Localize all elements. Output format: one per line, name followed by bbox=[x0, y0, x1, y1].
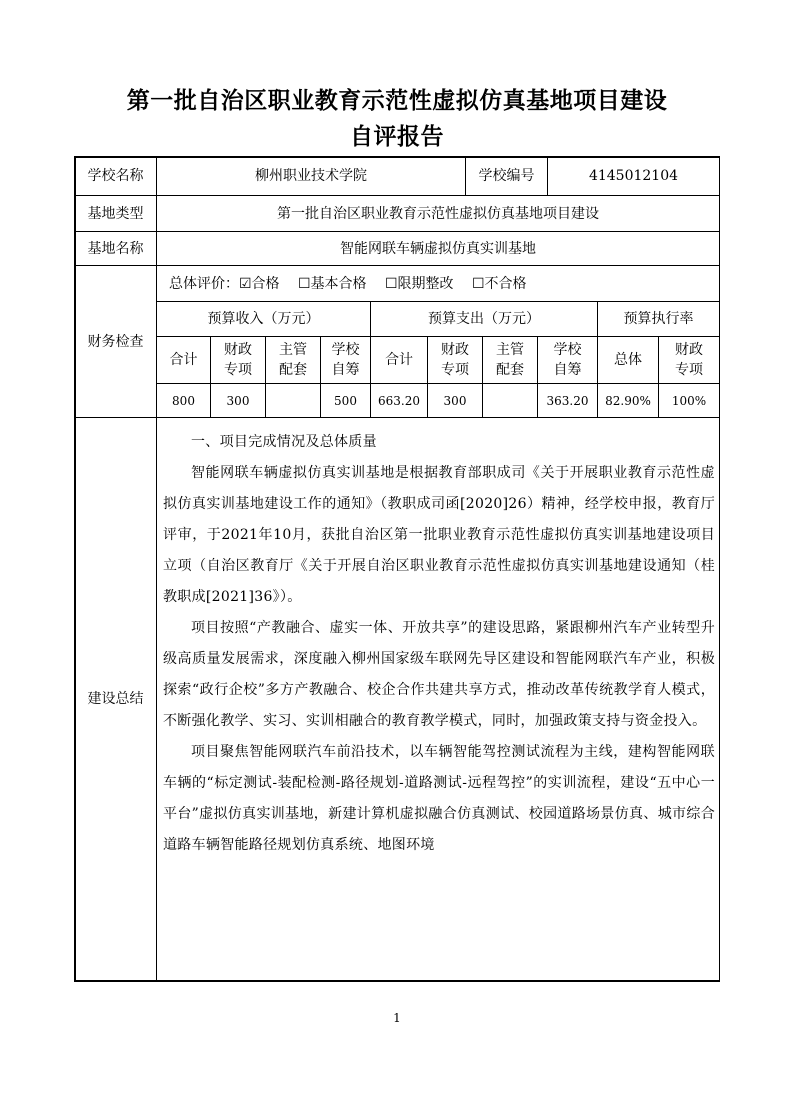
income-supervisor-value bbox=[266, 384, 320, 417]
expense-total-header: 合计 bbox=[385, 352, 413, 368]
rate-overall-value: 82.90% bbox=[605, 393, 651, 408]
income-supervisor-header: 主管配套 bbox=[279, 342, 307, 378]
summary-paragraph-3: 项目聚焦智能网联汽车前沿技术，以车辆智能驾控测试流程为主线，建构智能网联车辆的“标定测试-装配检测-路径规划-道路测试-远程驾控”的实训流程，建设“五中心一平台”虚拟仿真实训基地，新建计算机虚拟融合仿真测试、校园道路场景仿真、城市综合道路车辆智能路径规划仿真系统、地图环境 bbox=[163, 744, 715, 853]
rate-header: 预算执行率 bbox=[623, 311, 694, 327]
income-school-header: 学校自筹 bbox=[331, 342, 360, 378]
page-number: 1 bbox=[393, 1011, 401, 1025]
income-total-header: 合计 bbox=[169, 352, 198, 368]
base-name-value: 智能网联车辆虚拟仿真实训基地 bbox=[340, 240, 536, 257]
income-total-value: 800 bbox=[172, 393, 195, 408]
rate-fiscal-header: 财政专项 bbox=[675, 342, 703, 378]
school-name-value: 柳州职业技术学院 bbox=[255, 168, 367, 184]
income-header: 预算收入（万元） bbox=[207, 311, 320, 327]
base-type-value: 第一批自治区职业教育示范性虚拟仿真基地项目建设 bbox=[277, 205, 599, 222]
income-fiscal-header: 财政专项 bbox=[224, 342, 252, 378]
school-id-value: 4145012104 bbox=[588, 168, 679, 184]
expense-total-value: 663.20 bbox=[378, 393, 420, 408]
school-name-label: 学校名称 bbox=[87, 168, 144, 184]
report-title: 第一批自治区职业教育示范性虚拟仿真基地项目建设 bbox=[126, 88, 668, 114]
finance-label: 财务检查 bbox=[87, 333, 144, 350]
expense-school-value: 363.20 bbox=[546, 393, 589, 408]
income-fiscal-value: 300 bbox=[226, 393, 250, 408]
rate-fiscal-value: 100% bbox=[671, 393, 707, 408]
base-type-label: 基地类型 bbox=[87, 205, 144, 222]
summary-paragraph-2: 项目按照“产教融合、虚实一体、开放共享”的建设思路，紧跟柳州汽车产业转型升级高质量发展需求，深度融入柳州国家级车联网先导区建设和智能网联汽车产业，积极探索“政行企校”多方产教融合、校企合作共建共享方式，推动改革传统教学育人模式，不断强化教学、实习、实训相融合的教育教学模式，同时，加强政策支持与资金投入。 bbox=[163, 620, 715, 729]
income-school-value: 500 bbox=[334, 393, 357, 408]
base-name-label: 基地名称 bbox=[87, 240, 144, 257]
expense-fiscal-header: 财政专项 bbox=[441, 342, 469, 378]
summary-label: 建设总结 bbox=[87, 691, 144, 707]
summary-paragraph-1: 智能网联车辆虚拟仿真实训基地是根据教育部职成司《关于开展职业教育示范性虚拟仿真实训基地建设工作的通知》（教职成司函[2020]26）精神，经学校申报，教育厅评审，于2021年10月，获批自治区第一批职业教育示范性虚拟仿真实训基地建设项目立项（自治区教育厅《关于开展自治区职业教育示范性虚拟仿真实训基地建设通知（桂教职成[2021]36》）。 bbox=[163, 465, 715, 605]
expense-supervisor-value bbox=[483, 384, 537, 417]
expense-school-header: 学校自筹 bbox=[553, 342, 582, 378]
finance-evaluation: 总体评价：☑合格 ☐基本合格 ☐限期整改 ☐不合格 bbox=[169, 275, 527, 292]
expense-supervisor-header: 主管配套 bbox=[496, 342, 524, 378]
expense-header: 预算支出（万元） bbox=[428, 311, 540, 327]
expense-fiscal-value: 300 bbox=[443, 393, 467, 408]
summary-body bbox=[163, 427, 715, 861]
report-subtitle: 自评报告 bbox=[350, 124, 444, 150]
summary-heading: 一、项目完成情况及总体质量 bbox=[191, 434, 377, 450]
school-id-label: 学校编号 bbox=[478, 168, 535, 184]
rate-overall-header: 总体 bbox=[614, 352, 642, 368]
